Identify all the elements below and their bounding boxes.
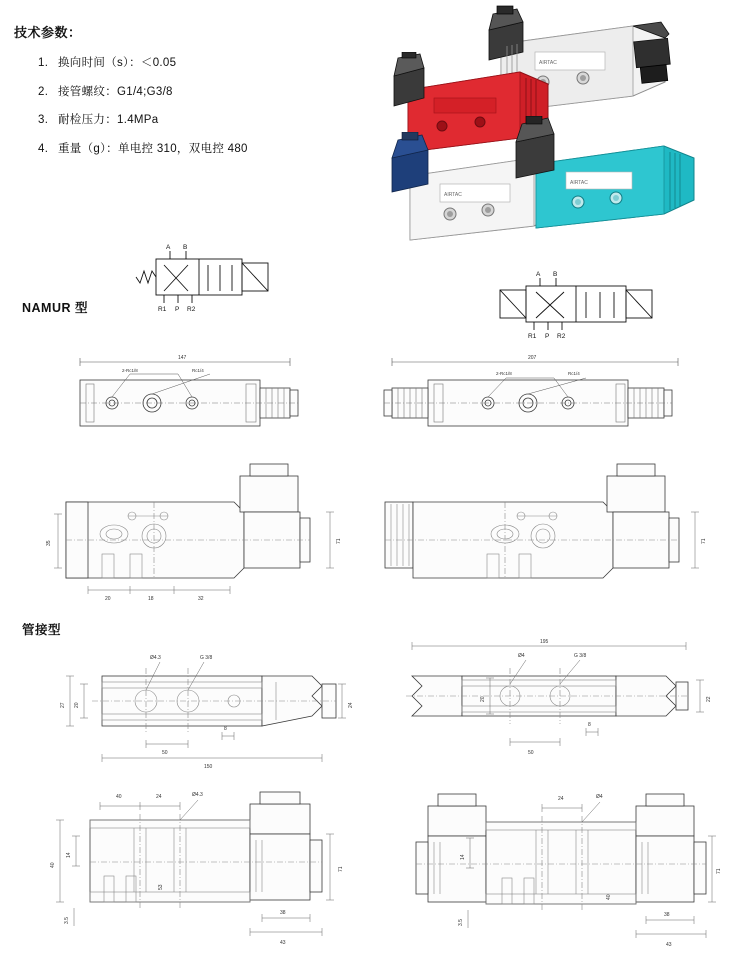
svg-text:20: 20 bbox=[74, 702, 80, 708]
spec-item-text: 接管螺纹：G1/4;G3/8 bbox=[58, 85, 173, 98]
svg-text:B: B bbox=[553, 271, 558, 278]
svg-text:R1: R1 bbox=[158, 306, 167, 313]
svg-text:20: 20 bbox=[480, 696, 486, 702]
spec-item bbox=[38, 142, 368, 158]
svg-text:3.5: 3.5 bbox=[458, 919, 464, 926]
product-photo-collage bbox=[378, 4, 738, 249]
drawing-pipe-single-top bbox=[36, 640, 356, 770]
svg-text:50: 50 bbox=[162, 750, 168, 756]
product-photo-teal-valve bbox=[506, 116, 711, 241]
spec-list bbox=[38, 56, 368, 170]
svg-text:14: 14 bbox=[66, 852, 72, 858]
spec-item-number: 1. bbox=[38, 57, 49, 69]
svg-text:24: 24 bbox=[348, 702, 354, 708]
spec-item-number: 4. bbox=[38, 142, 49, 155]
drawing-namur-single-front bbox=[44, 458, 354, 610]
svg-text:43: 43 bbox=[280, 940, 286, 946]
page-title: 技术参数： bbox=[14, 25, 82, 40]
svg-text:22: 22 bbox=[706, 696, 712, 702]
svg-text:Rc1/4: Rc1/4 bbox=[568, 371, 580, 376]
svg-text:B: B bbox=[183, 244, 188, 251]
drawing-pipe-double-top bbox=[390, 632, 720, 767]
drawing-namur-double-front bbox=[375, 458, 710, 610]
svg-text:195: 195 bbox=[540, 639, 549, 645]
svg-text:71: 71 bbox=[338, 866, 344, 872]
spec-item bbox=[38, 56, 368, 72]
svg-text:40: 40 bbox=[50, 862, 56, 868]
section-label-namur: NAMUR 型 bbox=[22, 301, 88, 315]
svg-text:R2: R2 bbox=[187, 306, 196, 313]
svg-text:A: A bbox=[166, 244, 171, 251]
drawing-pipe-single-front bbox=[30, 780, 360, 948]
svg-text:35: 35 bbox=[46, 540, 52, 546]
svg-text:71: 71 bbox=[336, 538, 342, 544]
spec-item-number: 2. bbox=[38, 85, 49, 98]
svg-text:40: 40 bbox=[606, 894, 612, 900]
svg-text:Rc1/4: Rc1/4 bbox=[192, 368, 204, 373]
svg-text:50: 50 bbox=[528, 750, 534, 756]
svg-text:18: 18 bbox=[148, 596, 154, 602]
spec-item-number: 3. bbox=[38, 114, 49, 127]
svg-text:Ø4.3: Ø4.3 bbox=[150, 655, 161, 661]
svg-text:P: P bbox=[175, 306, 180, 313]
svg-text:P: P bbox=[545, 333, 550, 340]
svg-text:38: 38 bbox=[280, 910, 286, 916]
svg-text:AIRTAC: AIRTAC bbox=[444, 192, 462, 198]
svg-text:R1: R1 bbox=[528, 333, 537, 340]
spec-item bbox=[38, 113, 368, 129]
svg-text:Ø4.3: Ø4.3 bbox=[192, 792, 203, 798]
svg-text:G 3/8: G 3/8 bbox=[200, 655, 213, 661]
svg-text:AIRTAC: AIRTAC bbox=[570, 180, 588, 186]
svg-text:Ø4: Ø4 bbox=[518, 653, 525, 659]
svg-text:8: 8 bbox=[588, 722, 591, 728]
svg-text:14: 14 bbox=[460, 854, 466, 860]
svg-text:53: 53 bbox=[158, 884, 164, 890]
svg-text:8: 8 bbox=[224, 726, 227, 732]
svg-text:71: 71 bbox=[701, 538, 707, 544]
svg-text:G 3/8: G 3/8 bbox=[574, 653, 587, 659]
svg-text:20: 20 bbox=[105, 596, 111, 602]
svg-text:R2: R2 bbox=[557, 333, 566, 340]
spec-item-text: 换向时间（s）：＜0.05 bbox=[58, 57, 177, 69]
svg-text:A: A bbox=[536, 271, 541, 278]
svg-text:207: 207 bbox=[528, 355, 537, 361]
svg-text:24: 24 bbox=[156, 794, 162, 800]
spec-item-text: 重量（g）：单电控 310，双电控 480 bbox=[58, 142, 248, 155]
spec-item bbox=[38, 85, 368, 101]
svg-text:2-Rc1/8: 2-Rc1/8 bbox=[122, 368, 138, 373]
drawing-pipe-double-front bbox=[382, 782, 722, 950]
section-label-pipe: 管接型 bbox=[22, 623, 62, 637]
schematic-single-solenoid bbox=[130, 243, 300, 318]
svg-text:43: 43 bbox=[666, 942, 672, 948]
drawing-namur-single-top bbox=[60, 348, 360, 448]
svg-text:40: 40 bbox=[116, 794, 122, 800]
svg-text:Ø4: Ø4 bbox=[596, 794, 603, 800]
spec-item-text: 耐检压力：1.4MPa bbox=[58, 114, 159, 127]
schematic-double-solenoid bbox=[492, 270, 672, 348]
drawing-namur-double-top bbox=[378, 348, 708, 448]
svg-text:71: 71 bbox=[716, 868, 722, 874]
svg-text:38: 38 bbox=[664, 912, 670, 918]
svg-text:32: 32 bbox=[198, 596, 204, 602]
svg-text:27: 27 bbox=[60, 702, 66, 708]
svg-text:2-Rc1/8: 2-Rc1/8 bbox=[496, 371, 512, 376]
svg-text:150: 150 bbox=[204, 764, 213, 770]
svg-text:147: 147 bbox=[178, 355, 187, 361]
svg-text:24: 24 bbox=[558, 796, 564, 802]
svg-text:3.5: 3.5 bbox=[64, 917, 70, 924]
svg-text:AIRTAC: AIRTAC bbox=[539, 60, 557, 66]
